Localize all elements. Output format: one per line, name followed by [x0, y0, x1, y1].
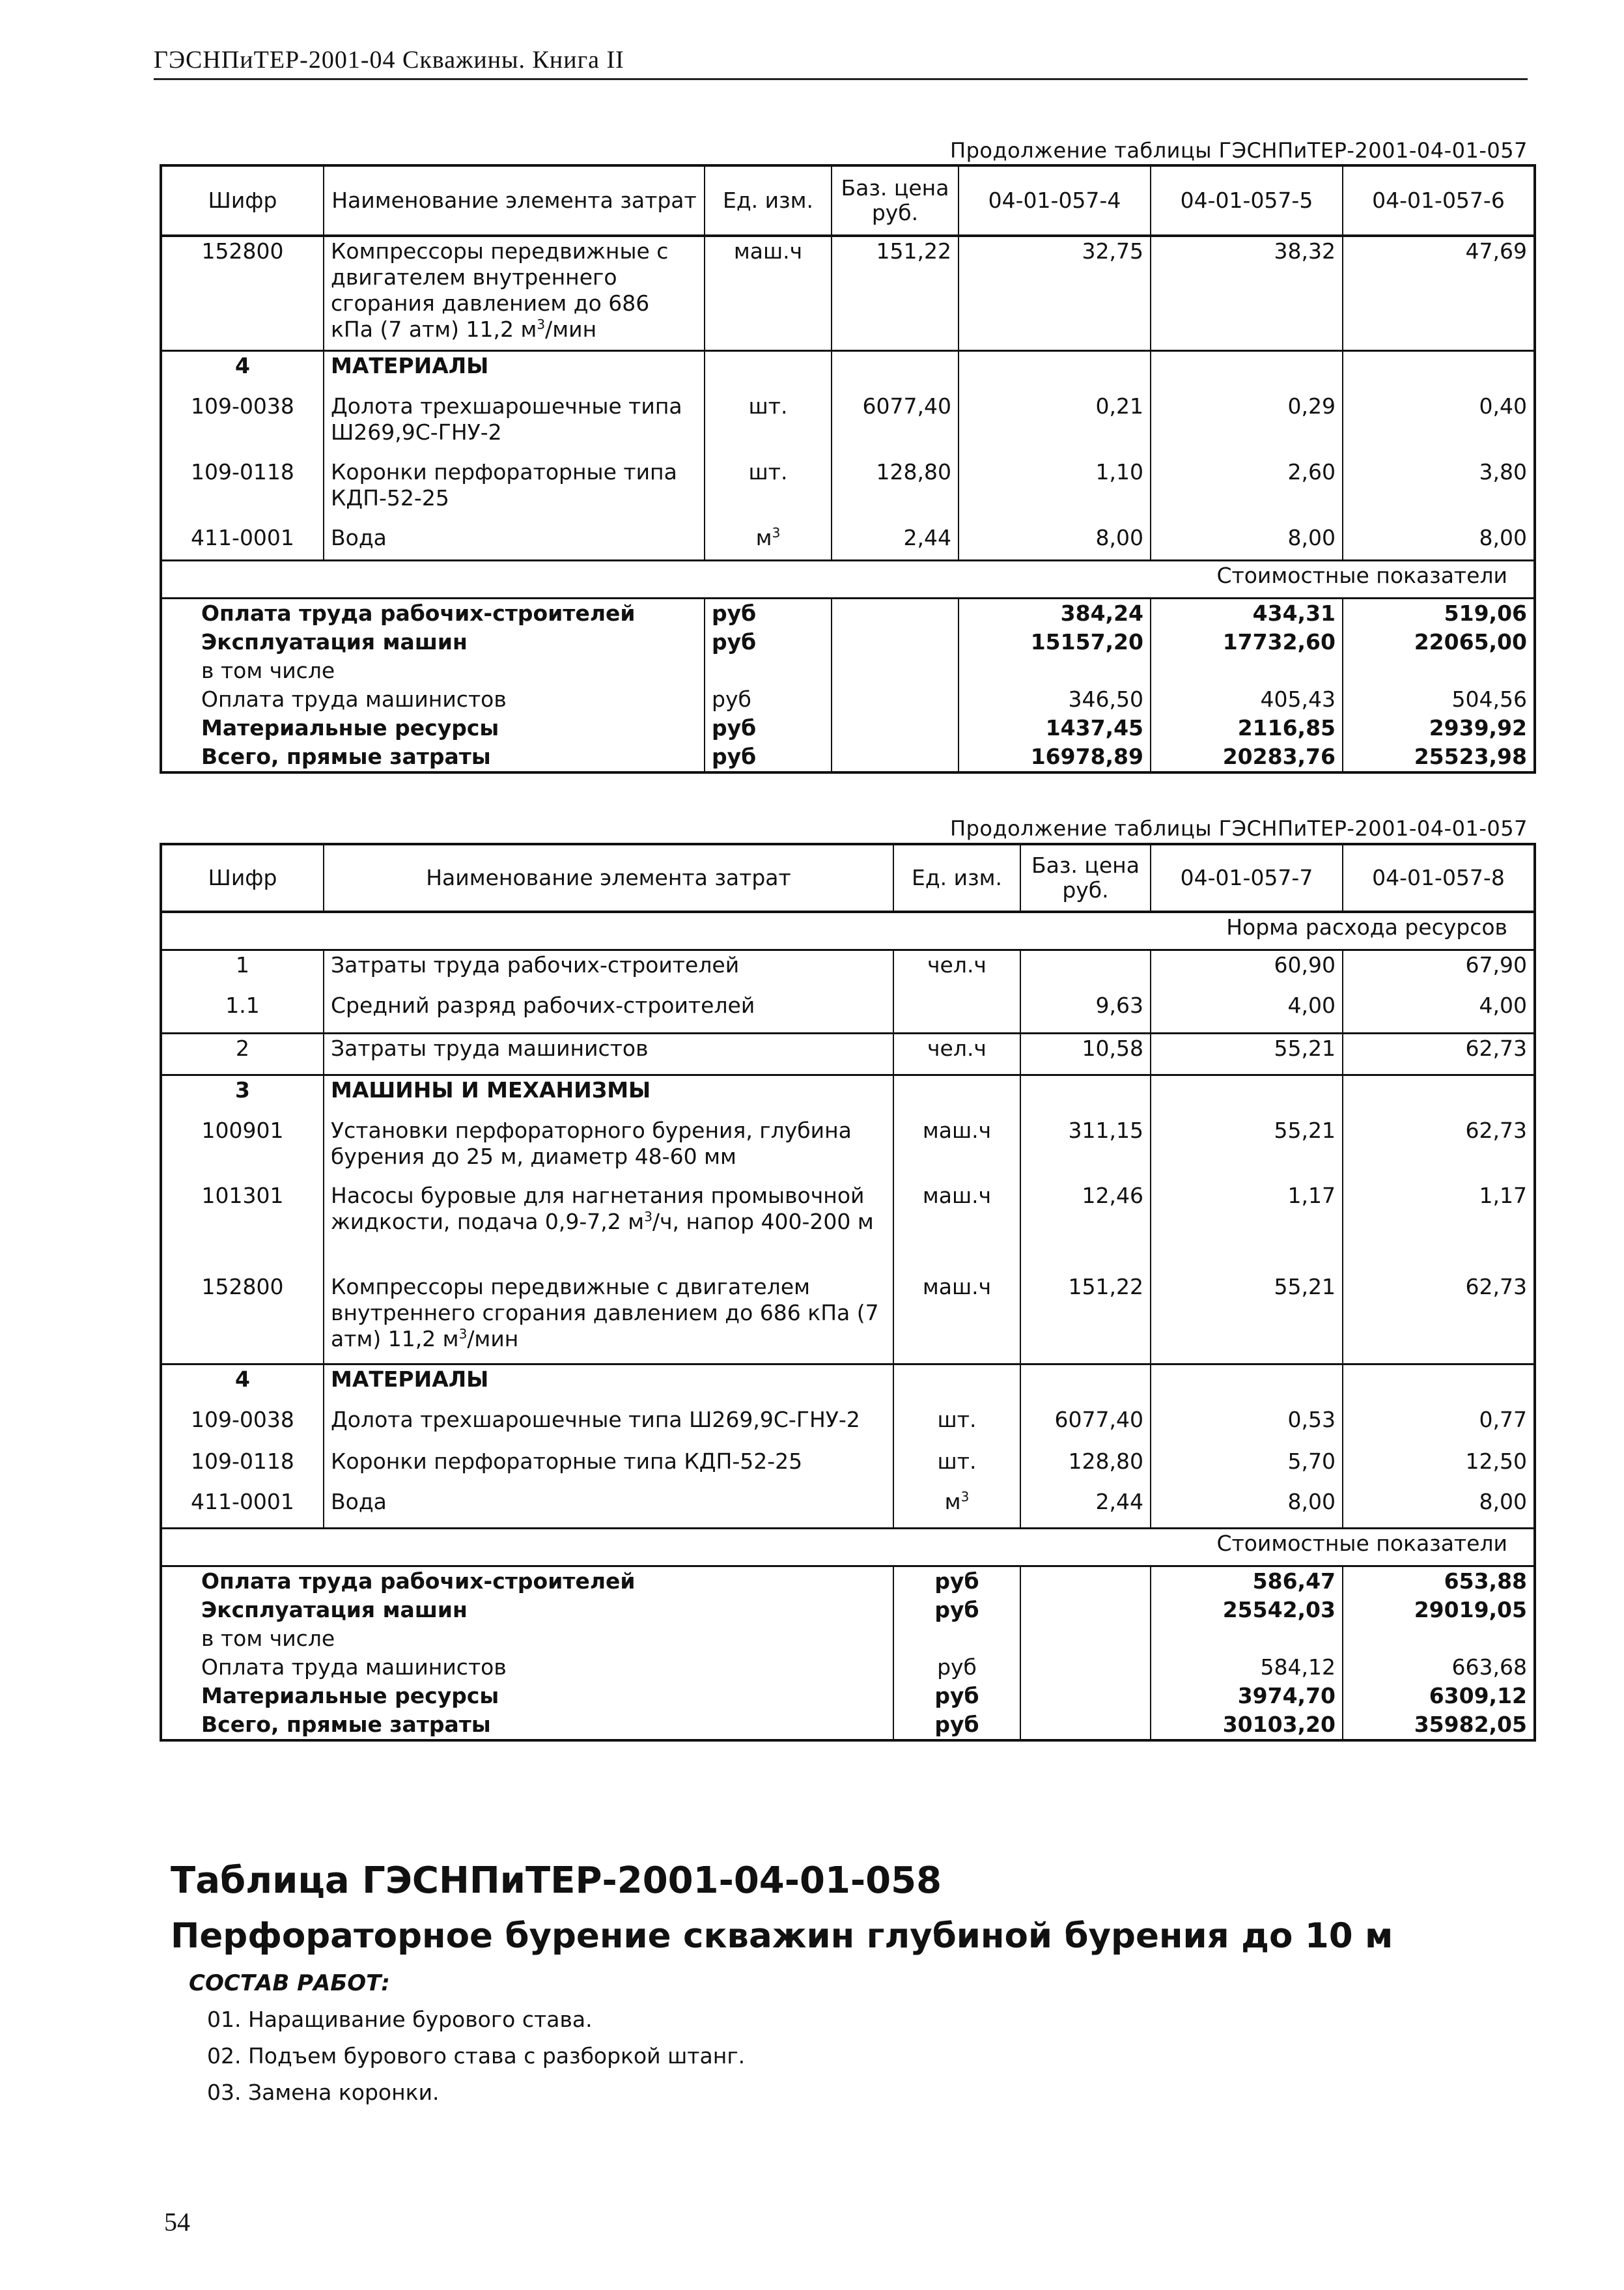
- cost-band-row: [161, 560, 1535, 598]
- cost-value: 663,68: [1343, 1653, 1535, 1682]
- row-price: 6077,40: [832, 392, 959, 458]
- row-unit: шт.: [893, 1447, 1020, 1488]
- table-row: [161, 1033, 1535, 1075]
- cost-label: в том числе: [201, 1625, 335, 1651]
- table-row: [161, 1116, 1535, 1181]
- section-row: [161, 350, 1535, 392]
- cost-row: [161, 742, 1535, 772]
- col-unit-header: Ед. изм.: [893, 844, 1020, 912]
- row-value: 5,70: [1151, 1447, 1343, 1488]
- table-row: [161, 1406, 1535, 1447]
- row-value: 8,00: [1151, 524, 1343, 560]
- row-price: 128,80: [1020, 1447, 1151, 1488]
- col-name-header: Наименование элемента затрат: [324, 844, 893, 912]
- table-row: [161, 950, 1535, 991]
- row-name: Компрессоры передвижные с двигателем внутреннего сгорания давлением до 686 кПа (7 атм) 11,2 $м^3$/мин: [324, 1273, 893, 1364]
- norm-band-label: Норма расхода ресурсов: [161, 912, 1535, 950]
- cost-label: Материальные ресурсы: [201, 1682, 499, 1708]
- row-value: 62,73: [1343, 1273, 1535, 1364]
- row-value: 12,50: [1343, 1447, 1535, 1488]
- cost-unit: руб: [705, 742, 832, 772]
- cost-unit: руб: [705, 685, 832, 714]
- row-value: 1,17: [1151, 1181, 1343, 1273]
- row-unit: маш.ч: [705, 236, 832, 350]
- table-row: [161, 458, 1535, 524]
- table-row: [161, 236, 1535, 350]
- cost-value: 653,88: [1343, 1566, 1535, 1596]
- row-value: 8,00: [1151, 1488, 1343, 1528]
- row-price: 311,15: [1020, 1116, 1151, 1181]
- cost-value: 3974,70: [1151, 1682, 1343, 1710]
- cost-row: [161, 598, 1535, 628]
- col-057-5-header: 04-01-057-5: [1151, 165, 1343, 236]
- row-value: 47,69: [1343, 236, 1535, 350]
- col-name-header: Наименование элемента затрат: [324, 165, 705, 236]
- row-unit: [893, 991, 1020, 1033]
- row-code: 152800: [201, 1274, 284, 1299]
- cost-value: 16978,89: [959, 742, 1151, 772]
- cost-value: 29019,05: [1343, 1596, 1535, 1624]
- row-value: 8,00: [1343, 1488, 1535, 1528]
- cost-value: 1437,45: [959, 714, 1151, 742]
- cost-row: [161, 628, 1535, 657]
- table-subtitle: Перфораторное бурение скважин глубиной бурения до 10 м: [171, 1916, 1393, 1956]
- row-value: 55,21: [1151, 1116, 1343, 1181]
- table-row: [161, 1447, 1535, 1488]
- cost-label: Оплата труда рабочих-строителей: [201, 600, 636, 626]
- row-code: 411-0001: [191, 1489, 294, 1514]
- row-code: 109-0038: [191, 393, 294, 419]
- cost-label: Оплата труда машинистов: [201, 686, 507, 712]
- col-price-header: Баз. цена руб.: [832, 165, 959, 236]
- cost-value: 586,47: [1151, 1566, 1343, 1596]
- page-number: 54: [164, 2207, 190, 2237]
- row-value: 1,10: [959, 458, 1151, 524]
- cost-value: 346,50: [959, 685, 1151, 714]
- cost-row: [161, 1653, 1535, 1682]
- cost-value: 25542,03: [1151, 1596, 1343, 1624]
- row-value: 62,73: [1343, 1033, 1535, 1075]
- cost-unit: руб: [893, 1710, 1020, 1740]
- cost-unit: руб: [705, 628, 832, 657]
- list-item: 03. Замена коронки.: [207, 2080, 440, 2105]
- cost-unit: руб: [893, 1653, 1020, 1682]
- row-code: 109-0118: [191, 459, 294, 485]
- row-value: 67,90: [1343, 950, 1535, 991]
- cost-band-row: [161, 1528, 1535, 1566]
- row-name: Насосы буровые для нагнетания промывочной жидкости, подача 0,9-7,2 $м^3/ч$, напор 400-200 м: [324, 1181, 893, 1273]
- cost-value: 22065,00: [1343, 628, 1535, 657]
- row-unit: $м^3$: [893, 1488, 1020, 1528]
- cost-value: 519,06: [1343, 598, 1535, 628]
- table-row: [161, 392, 1535, 458]
- cost-value: 17732,60: [1151, 628, 1343, 657]
- cost-row: [161, 1710, 1535, 1740]
- cost-unit: руб: [705, 714, 832, 742]
- row-value: 55,21: [1151, 1033, 1343, 1075]
- header-row: [161, 844, 1535, 912]
- table-row: [161, 1488, 1535, 1528]
- cost-label: в том числе: [201, 657, 335, 683]
- row-unit: маш.ч: [893, 1116, 1020, 1181]
- norm-band-row: [161, 912, 1535, 950]
- col-057-4-header: 04-01-057-4: [959, 165, 1151, 236]
- table-row: [161, 524, 1535, 560]
- table-title: Таблица ГЭСНПиТЕР-2001-04-01-058: [171, 1859, 942, 1902]
- row-unit: шт.: [705, 392, 832, 458]
- next-table-block: [171, 1859, 1551, 2111]
- row-value: 0,40: [1343, 392, 1535, 458]
- row-price: [1020, 950, 1151, 991]
- cost-row: [161, 714, 1535, 742]
- cost-label: Всего, прямые затраты: [201, 743, 491, 769]
- row-value: 38,32: [1151, 236, 1343, 350]
- row-price: 6077,40: [1020, 1406, 1151, 1447]
- row-code: 100901: [201, 1118, 284, 1143]
- col-code-header: Шифр: [161, 844, 324, 912]
- table-row: [161, 991, 1535, 1033]
- row-value: 0,77: [1343, 1406, 1535, 1447]
- cost-label: Эксплуатация машин: [201, 1596, 468, 1622]
- cost-row: [161, 685, 1535, 714]
- cost-row: [161, 1624, 1535, 1653]
- table-row: [161, 1273, 1535, 1364]
- row-value: 55,21: [1151, 1273, 1343, 1364]
- col-057-6-header: 04-01-057-6: [1343, 165, 1535, 236]
- row-price: 2,44: [832, 524, 959, 560]
- row-value: 1,17: [1343, 1181, 1535, 1273]
- row-value: 3,80: [1343, 458, 1535, 524]
- row-code: 1.1: [225, 993, 260, 1018]
- col-code-header: Шифр: [161, 165, 324, 236]
- row-value: 4,00: [1343, 991, 1535, 1033]
- section-title: МАШИНЫ И МЕХАНИЗМЫ: [324, 1075, 893, 1116]
- row-value: 0,29: [1151, 392, 1343, 458]
- col-unit-header: Ед. изм.: [705, 165, 832, 236]
- cost-value: 584,12: [1151, 1653, 1343, 1682]
- row-value: 0,53: [1151, 1406, 1343, 1447]
- row-code: 152800: [201, 238, 284, 264]
- cost-value: 504,56: [1343, 685, 1535, 714]
- cost-label: Всего, прямые затраты: [201, 1711, 491, 1737]
- row-unit: маш.ч: [893, 1273, 1020, 1364]
- row-code: 1: [236, 952, 249, 978]
- row-name: Долота трехшарошечные типа Ш269,9С-ГНУ-2: [324, 392, 705, 458]
- cost-label: Эксплуатация машин: [201, 629, 468, 655]
- section-number: 4: [161, 1364, 324, 1406]
- cost-value: 6309,12: [1343, 1682, 1535, 1710]
- header-row: [161, 165, 1535, 236]
- cost-unit: руб: [893, 1566, 1020, 1596]
- row-unit: шт.: [705, 458, 832, 524]
- row-unit: чел.ч: [893, 950, 1020, 991]
- resource-table-2: [160, 843, 1536, 1742]
- row-name: Компрессоры передвижные с двигателем внутреннего сгорания давлением до 686 кПа (7 атм) 11,2 $м^3$/мин: [324, 236, 705, 350]
- row-unit: чел.ч: [893, 1033, 1020, 1075]
- section-number: 3: [161, 1075, 324, 1116]
- row-price: 12,46: [1020, 1181, 1151, 1273]
- row-price: 2,44: [1020, 1488, 1151, 1528]
- row-unit: $м^3$: [705, 524, 832, 560]
- row-code: 101301: [201, 1183, 284, 1208]
- row-value: 60,90: [1151, 950, 1343, 991]
- row-value: 8,00: [1343, 524, 1535, 560]
- running-header: ГЭСНПиТЕР-2001-04 Скважины. Книга II: [154, 46, 1528, 80]
- row-name: Затраты труда машинистов: [324, 1033, 893, 1075]
- cost-unit: руб: [893, 1596, 1020, 1624]
- list-item: 01. Наращивание бурового става.: [207, 2007, 593, 2032]
- row-name: Вода: [324, 524, 705, 560]
- cost-value: 25523,98: [1343, 742, 1535, 772]
- resource-table-1: [160, 164, 1536, 774]
- cost-value: 405,43: [1151, 685, 1343, 714]
- cost-label: Материальные ресурсы: [201, 714, 499, 741]
- row-price: 10,58: [1020, 1033, 1151, 1075]
- row-name: Вода: [324, 1488, 893, 1528]
- col-057-8-header: 04-01-057-8: [1343, 844, 1535, 912]
- cost-label: Оплата труда машинистов: [201, 1654, 507, 1680]
- section-row: [161, 1364, 1535, 1406]
- row-code: 411-0001: [191, 525, 294, 550]
- section-number: 4: [161, 350, 324, 392]
- row-code: 109-0038: [191, 1407, 294, 1432]
- table-caption: Продолжение таблицы ГЭСНПиТЕР-2001-04-01-057: [950, 816, 1528, 841]
- col-057-7-header: 04-01-057-7: [1151, 844, 1343, 912]
- cost-row: [161, 1566, 1535, 1596]
- row-price: 151,22: [832, 236, 959, 350]
- cost-label: Оплата труда рабочих-строителей: [201, 1568, 636, 1594]
- row-code: 109-0118: [191, 1449, 294, 1474]
- cost-row: [161, 1596, 1535, 1624]
- row-value: 62,73: [1343, 1116, 1535, 1181]
- row-value: 8,00: [959, 524, 1151, 560]
- row-name: Коронки перфораторные типа КДП-52-25: [324, 1447, 893, 1488]
- cost-value: 2939,92: [1343, 714, 1535, 742]
- list-item: 02. Подъем бурового става с разборкой штанг.: [207, 2043, 746, 2069]
- row-unit: шт.: [893, 1406, 1020, 1447]
- row-name: Долота трехшарошечные типа Ш269,9С-ГНУ-2: [324, 1406, 893, 1447]
- row-price: 9,63: [1020, 991, 1151, 1033]
- table-row: [161, 1181, 1535, 1273]
- cost-value: 384,24: [959, 598, 1151, 628]
- section-title: МАТЕРИАЛЫ: [324, 1364, 893, 1406]
- row-price: 151,22: [1020, 1273, 1151, 1364]
- cost-band-label: Стоимостные показатели: [161, 560, 1535, 598]
- row-code: 2: [161, 1033, 324, 1075]
- cost-value: 434,31: [1151, 598, 1343, 628]
- cost-value: 30103,20: [1151, 1710, 1343, 1740]
- row-name: Установки перфораторного бурения, глубина бурения до 25 м, диаметр 48-60 мм: [324, 1116, 893, 1181]
- row-value: 4,00: [1151, 991, 1343, 1033]
- cost-unit: руб: [705, 598, 832, 628]
- row-price: 128,80: [832, 458, 959, 524]
- section-row: [161, 1075, 1535, 1116]
- works-list: [171, 2001, 1551, 2111]
- col-price-header: Баз. цена руб.: [1020, 844, 1151, 912]
- row-name: Коронки перфораторные типа КДП-52-25: [324, 458, 705, 524]
- row-unit: маш.ч: [893, 1181, 1020, 1273]
- row-value: 0,21: [959, 392, 1151, 458]
- table-caption: Продолжение таблицы ГЭСНПиТЕР-2001-04-01-057: [950, 138, 1528, 163]
- cost-unit: руб: [893, 1682, 1020, 1710]
- row-value: 2,60: [1151, 458, 1343, 524]
- cost-band-label: Стоимостные показатели: [161, 1528, 1535, 1566]
- row-value: 32,75: [959, 236, 1151, 350]
- section-title: МАТЕРИАЛЫ: [324, 350, 705, 392]
- works-heading: СОСТАВ РАБОТ:: [189, 1970, 390, 1996]
- row-name: Затраты труда рабочих-строителей: [324, 950, 893, 991]
- cost-value: 20283,76: [1151, 742, 1343, 772]
- cost-row: [161, 657, 1535, 685]
- cost-value: 15157,20: [959, 628, 1151, 657]
- cost-value: 2116,85: [1151, 714, 1343, 742]
- row-name: Средний разряд рабочих-строителей: [324, 991, 893, 1033]
- cost-row: [161, 1682, 1535, 1710]
- cost-value: 35982,05: [1343, 1710, 1535, 1740]
